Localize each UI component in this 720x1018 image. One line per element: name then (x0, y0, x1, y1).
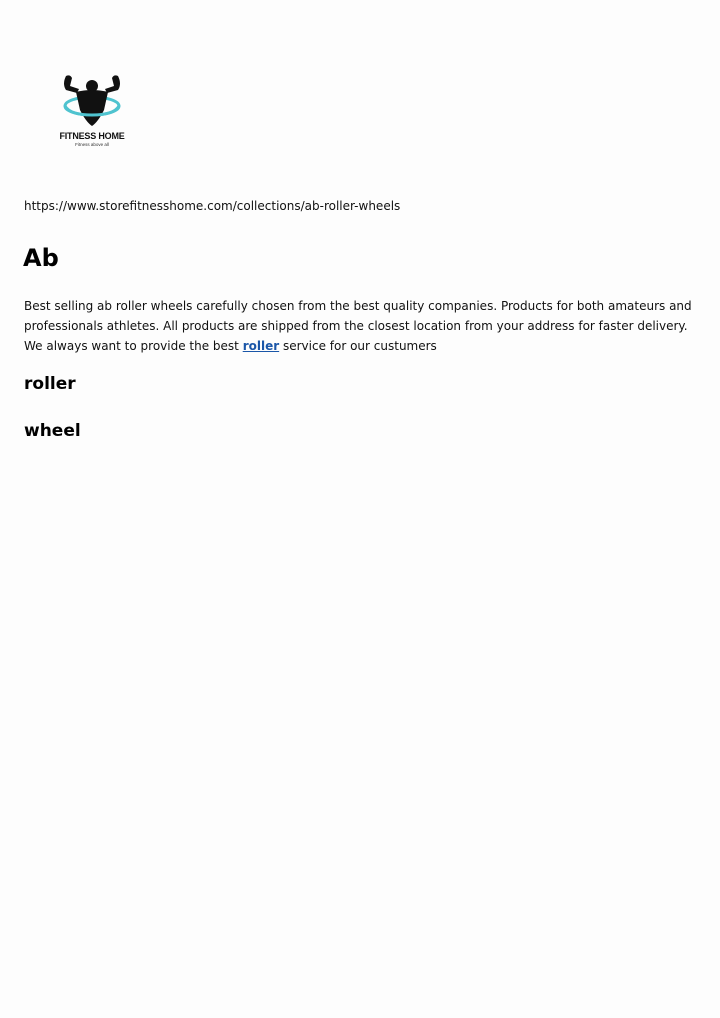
description-text-before: Best selling ab roller wheels carefully chosen from the best quality companies. Products for both amateurs and professionals athletes. All products are shipped from the closest location from your address for faster delivery. We always want to provide the best (24, 299, 692, 353)
brand-logo (52, 70, 132, 154)
logo-title: FITNESS HOME (59, 131, 125, 141)
subheading-roller: roller (24, 374, 76, 394)
page-url: https://www.storefitnesshome.com/collections/ab-roller-wheels (24, 199, 401, 213)
page-title: Ab (23, 244, 59, 272)
bodybuilder-icon (52, 70, 132, 130)
logo-tagline: Fitness above all (75, 142, 109, 147)
roller-link[interactable]: roller (242, 339, 280, 353)
description-paragraph (24, 296, 704, 356)
description-text-after: service for our custumers (279, 339, 437, 353)
subheading-wheel: wheel (24, 421, 81, 441)
